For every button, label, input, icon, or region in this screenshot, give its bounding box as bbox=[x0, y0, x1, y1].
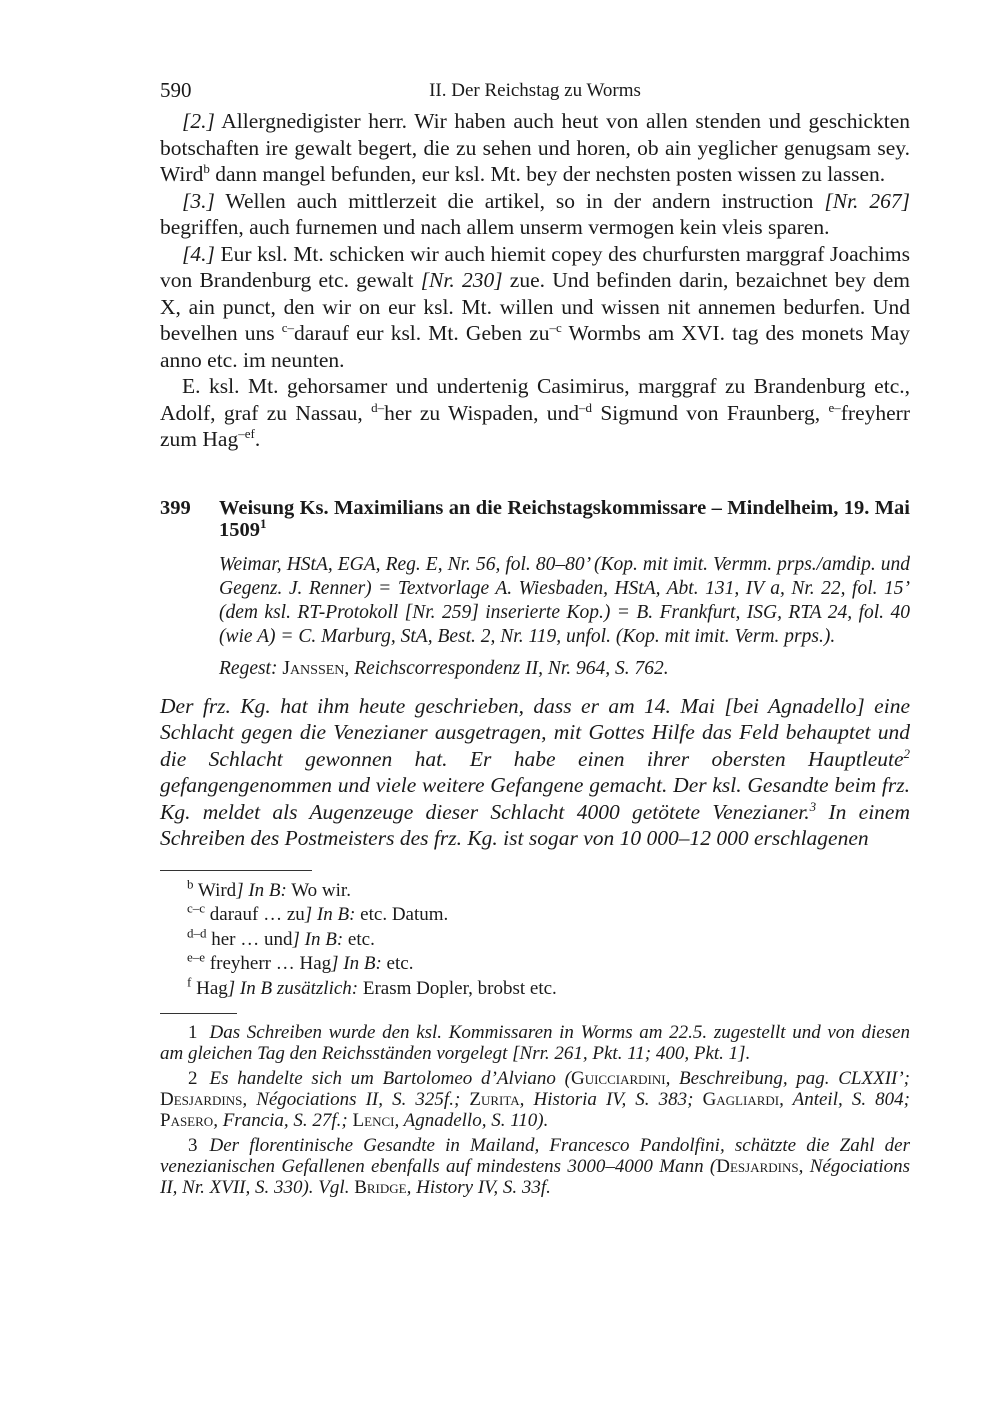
footnote bbox=[160, 1022, 910, 1064]
footnote-number: 3 bbox=[188, 1135, 198, 1156]
document-entry bbox=[160, 497, 910, 681]
variant-note: $^b$ Wird] In B: Wo wir. bbox=[187, 876, 351, 901]
footnote bbox=[160, 1135, 910, 1198]
document-number: 399 bbox=[160, 496, 191, 519]
variant-notes bbox=[160, 876, 910, 1002]
paragraph-text: Allergnedigister herr. Wir haben auch heut von allen stenden und geschickten botschaften ire gewalt begert, die zu sehen und horen, ob ain yeglicher genugsam sey. Wird$^b$ dann mangel befunden, eur ksl. Mt. bey der nechsten posten wissen zu lassen. bbox=[160, 109, 910, 186]
footnote-text: Das Schreiben wurde den ksl. Kommissaren in Worms am 22.5. zugestellt und von diesen am gleichen Tag den Reichsständen vorgelegt [Nrr. 261, Pkt. 11; 400, Pkt. 1]. bbox=[160, 1022, 910, 1064]
section-marker: [2.] bbox=[182, 109, 215, 133]
paragraph-text: E. ksl. Mt. gehorsamer und undertenig Casimirus, marggraf zu Brandenburg etc., Adolf, graf zu Nassau, $^{d-}$her zu Wispaden, und$^{-d}$ Sigmund von Fraunberg, $^{e-}$freyherr zum Hag$^{-ef}$. bbox=[160, 374, 910, 451]
body-text bbox=[160, 108, 910, 453]
variant-note: $^{c-c}$ darauf … zu] In B: etc. Datum. bbox=[187, 900, 449, 925]
document-regest: Regest: Janssen, Reichscorrespondenz II, Nr. 964, S. 762. bbox=[219, 657, 669, 679]
page bbox=[160, 78, 910, 1202]
paragraph bbox=[160, 188, 910, 241]
page-number: 590 bbox=[160, 78, 192, 102]
document-summary: Der frz. Kg. hat ihm heute geschrieben, dass er am 14. Mai [bei Agnadello] eine Schlacht gegen die Venezianer ausgetragen, mit Gottes Hilfe das Feld behauptet und die Schlacht gewonnen hat. Er habe einen ihrer obersten Hauptleute$^2$ gefangengenommen und viele weitere Gefangene gemacht. Der ksl. Gesandte beim frz. Kg. meldet als Augenzeuge dieser Schlacht 4000 getötete Venezianer.$^3$ In einem Schreiben des Postmeisters des frz. Kg. ist sogar von 10 000–12 000 erschlagenen bbox=[160, 693, 910, 850]
divider bbox=[160, 870, 312, 871]
paragraph-text: Wellen auch mittlerzeit die artikel, so in der andern instruction [Nr. 267] begriffen, auch furnemen und nach allem unserm vermogen kein vleis sparen. bbox=[160, 188, 910, 239]
paragraph bbox=[160, 108, 910, 188]
footnote-text: Der florentinische Gesandte in Mailand, Francesco Pandolfini, schätzte die Zahl der venezianischen Gefallenen ebenfalls auf mindestens 3000–4000 Mann (Desjardins, Négociations II, Nr. XVII, S. 330). Vgl. Bridge, History IV, S. 33f. bbox=[160, 1135, 910, 1198]
footnote-text: Es handelte sich um Bartolomeo d’Alviano (Guicciardini, Beschreibung, pag. CLXXII’; Desjardins, Négociations II, S. 325f.; Zurita, Historia IV, S. 383; Gagliardi, Anteil, S. 804; Pasero, Francia, S. 27f.; Lenci, Agnadello, S. 110). bbox=[160, 1068, 911, 1131]
section-marker: [3.] bbox=[182, 188, 215, 213]
footnote bbox=[160, 1068, 910, 1131]
divider bbox=[160, 1013, 237, 1014]
section-marker: [4.] bbox=[182, 241, 215, 266]
footnote-number: 1 bbox=[188, 1022, 198, 1043]
paragraph-text: Eur ksl. Mt. schicken wir auch hiemit copey des churfursten marggraf Joachims von Brandenburg etc. gewalt [Nr. 230] zue. Und befinden darin, bezaichnet bey dem X, ain punct, den wir on eur ksl. Mt. willen und wissen nit annemen bedurfen. Und bevelhen uns $^{c-}$darauf eur ksl. Mt. Geben $zu^{-c}$ Wormbs am XVI. tag des monets May anno etc. im neunten. bbox=[160, 241, 910, 372]
variant-note: $^{e-e}$ freyherr … Hag] In B: etc. bbox=[187, 949, 414, 974]
paragraph bbox=[160, 241, 910, 374]
variant-note: $^{d-d}$ her … und] In B: etc. bbox=[187, 925, 375, 950]
running-title: II. Der Reichstag zu Worms bbox=[429, 80, 641, 101]
paragraph bbox=[160, 373, 910, 453]
footnote-number: 2 bbox=[188, 1068, 198, 1089]
page-header bbox=[160, 78, 910, 108]
variant-note: $^f$ Hag] In B zusätzlich: Erasm Dopler, brobst etc. bbox=[187, 974, 557, 999]
document-sources: Weimar, HStA, EGA, Reg. E, Nr. 56, fol. 80–80’ (Kop. mit imit. Vermm. prps./amdip. und Gegenz. J. Renner) = Textvorlage A. Wiesbaden, HStA, Abt. 131, IV a, Nr. 22, fol. 15’ (dem ksl. RT-Protokoll [Nr. 259] inserierte Kop.) = B. Frankfurt, ISG, RTA 24, fol. 40 (wie A) = C. Marburg, StA, Best. 2, Nr. 119, unfol. (Kop. mit imit. Verm. prps.). bbox=[219, 553, 910, 647]
footnotes bbox=[160, 1022, 910, 1198]
document-title: Weisung Ks. Maximilians an die Reichstagskommissare – Mindelheim, 19. Mai 1509$^1$ bbox=[219, 496, 910, 541]
